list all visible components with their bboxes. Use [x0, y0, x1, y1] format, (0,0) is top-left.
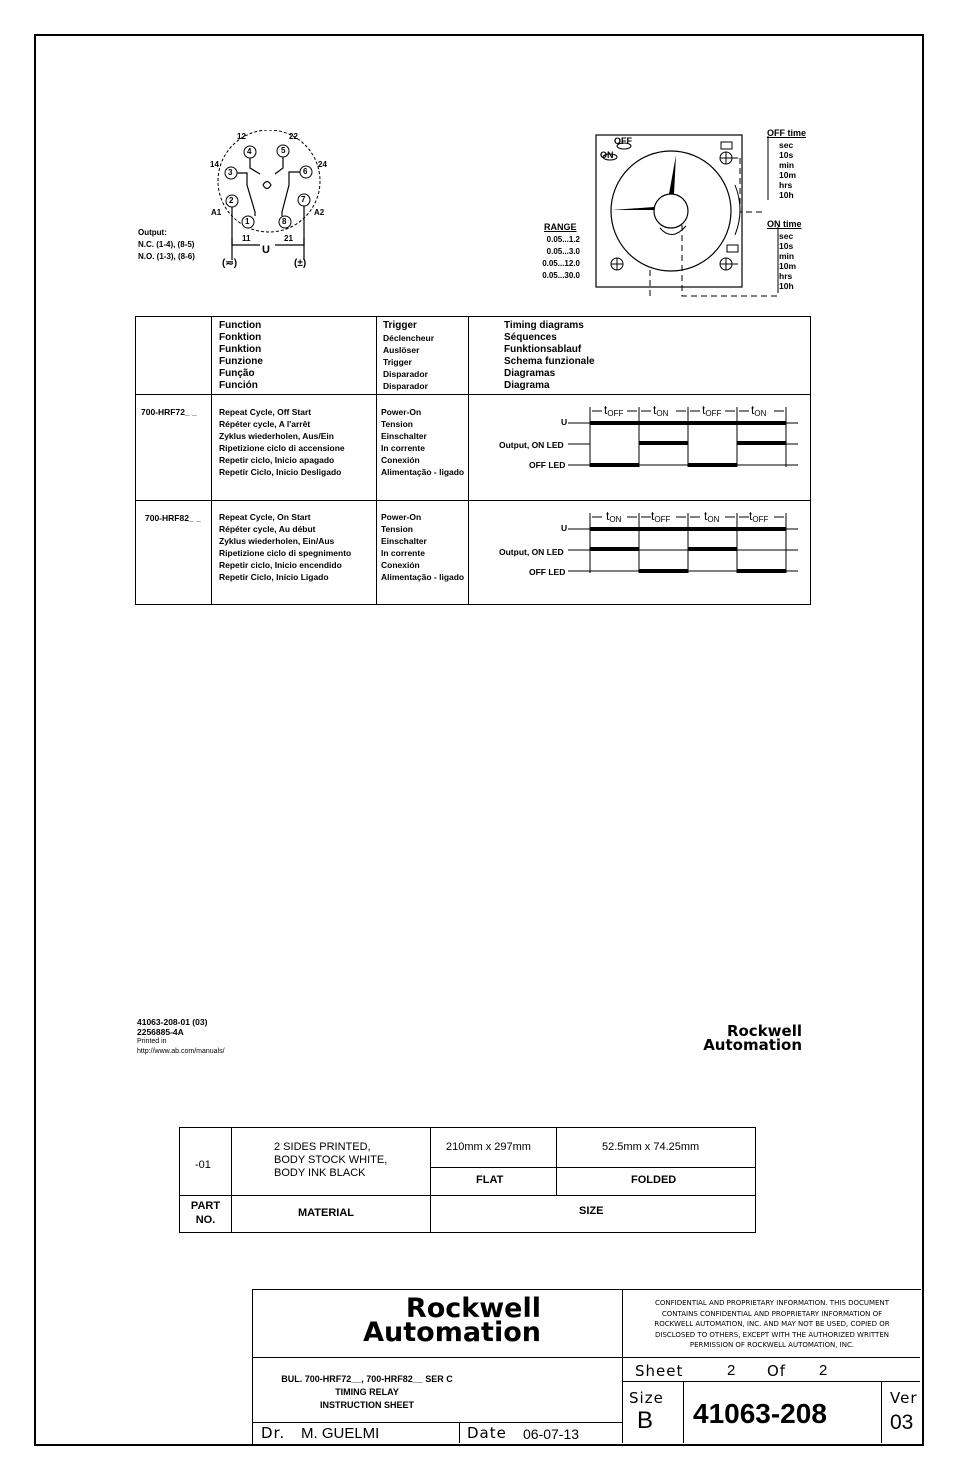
publication-info — [137, 1017, 225, 1057]
unit-item: min — [779, 160, 795, 170]
function-hrf72: Repeat Cycle, Off Start Répéter cycle, A l'arrêt Zyklus wiederholen, Aus/Ein Ripetizione ciclo di accensione Repetir ciclo, Inicio apagado Repetir Ciclo, Inicio Desligado — [219, 407, 345, 477]
drawing-number: 41063-208 — [693, 1398, 827, 1429]
trigger-hrf82: Power-On Tension Einschalter In corrente Conexión Alimentação - ligado — [381, 512, 465, 582]
size-label: SIZE — [579, 1205, 604, 1217]
interval-label: tOFF — [702, 403, 722, 418]
signal-offled-hrf82: OFF LED — [529, 567, 566, 577]
printed-in: Printed in — [137, 1038, 167, 1045]
interval-label: tON — [653, 403, 669, 418]
document-title: BUL. 700-HRF72__, 700-HRF82__ SER C TIMING RELAY INSTRUCTION SHEET — [281, 1374, 453, 1410]
unit-item: min — [779, 251, 795, 261]
model-hrf82: 700-HRF82_ _ — [145, 513, 201, 523]
unit-item: hrs — [779, 271, 793, 281]
interval-label: tOFF — [651, 509, 671, 524]
date-label: Date — [467, 1424, 507, 1442]
unit-item: 10h — [779, 281, 794, 291]
range-item: 0.05...3.0 — [546, 247, 580, 256]
on-label: ON — [600, 150, 614, 160]
output-no: N.O. (1-3), (8-6) — [138, 252, 195, 261]
pin-3-label: 3 — [228, 168, 233, 177]
unit-item: 10s — [779, 241, 794, 251]
interval-label: tON — [751, 403, 767, 418]
voltage-label: U — [262, 244, 270, 256]
output-title: Output: — [138, 228, 167, 237]
model-hrf72: 700-HRF72_ _ — [141, 407, 197, 417]
range-item: 0.05...30.0 — [542, 271, 580, 280]
output-contacts — [138, 227, 195, 263]
date-value: 06-07-13 — [523, 1426, 580, 1442]
pin-11-label: 11 — [242, 234, 251, 243]
timing-diagram-hrf82 — [568, 507, 808, 577]
pin-2-label: 2 — [229, 196, 234, 205]
range-title: RANGE — [544, 222, 577, 232]
pin-24-label: 24 — [318, 160, 327, 169]
unit-item: sec — [779, 140, 794, 150]
doc-no: 41063-208-01 (03) — [137, 1017, 208, 1027]
material-label: MATERIAL — [298, 1207, 355, 1219]
off-time-units — [779, 140, 796, 200]
trigger-hrf72: Power-On Tension Einschalter In corrente Conexión Alimentação - ligado — [381, 407, 465, 477]
material-table — [179, 1127, 756, 1233]
pin-22-label: 22 — [289, 132, 298, 141]
flat-label: FLAT — [476, 1174, 504, 1186]
range-item: 0.05...12.0 — [542, 259, 580, 268]
part-no-label: PART NO. — [190, 1200, 221, 1226]
sheet-total: 2 — [819, 1362, 828, 1379]
output-nc: N.C. (1-4), (8-5) — [138, 240, 195, 249]
sheet-number: 2 — [727, 1362, 736, 1379]
on-time-title: ON time — [767, 219, 802, 229]
diagram-header: Timing diagrams Séquences Funktionsablauf Schema funzionale Diagramas Diagrama — [504, 320, 595, 391]
function-table — [135, 316, 811, 605]
manuals-url: http://www.ab.com/manuals/ — [137, 1048, 225, 1055]
rockwell-logo-large: Rockwell Automation — [363, 1293, 541, 1349]
part-number: -01 — [195, 1159, 211, 1171]
pin-21-label: 21 — [284, 234, 293, 243]
drafter-name: M. GUELMI — [301, 1425, 380, 1442]
part-no: 2256885-4A — [137, 1027, 184, 1037]
unit-item: hrs — [779, 180, 793, 190]
pin-7-label: 7 — [301, 195, 306, 204]
interval-label: tOFF — [749, 509, 769, 524]
material-description: 2 SIDES PRINTED, BODY STOCK WHITE, BODY INK BLACK — [274, 1141, 388, 1179]
confidential-notice: CONFIDENTIAL AND PROPRIETARY INFORMATION. THIS DOCUMENT CONTAINS CONFIDENTIAL AND PROPRIETARY INFORMATION OF ROCKWELL AUTOMATION, INC. AND MAY NOT BE USED, COPIED OR DISCLOSED TO OTHERS, EXCEPT WITH THE AUTHORIZED WRITTEN PERMISSION OF ROCKWELL AUTOMATION, INC. — [654, 1299, 890, 1349]
signal-offled-hrf72: OFF LED — [529, 460, 566, 470]
pin-14-label: 14 — [210, 160, 219, 169]
interval-label: tON — [606, 509, 622, 524]
size-label: Size — [629, 1389, 664, 1407]
off-label: OFF — [614, 136, 632, 146]
positive-terminal-label: (±) — [294, 258, 307, 269]
signal-output-hrf82: Output, ON LED — [499, 547, 564, 557]
pin-4-label: 4 — [247, 147, 252, 156]
drawn-by-label: Dr. — [261, 1424, 286, 1442]
range-item: 0.05...1.2 — [546, 235, 580, 244]
size-value: B — [637, 1407, 654, 1434]
signal-u-hrf72: U — [561, 417, 568, 427]
pin-12-label: 12 — [237, 132, 246, 141]
unit-item: sec — [779, 231, 794, 241]
unit-item: 10m — [779, 261, 797, 271]
pin-1-label: 1 — [245, 217, 250, 226]
negative-terminal-label: (≂) — [222, 258, 238, 269]
pin-a1-label: A1 — [211, 208, 222, 217]
folded-label: FOLDED — [631, 1174, 677, 1186]
pin-5-label: 5 — [281, 146, 286, 155]
ver-label: Ver — [890, 1389, 918, 1407]
rockwell-logo-small: Rockwell Automation — [703, 1022, 802, 1054]
range-list — [534, 234, 580, 282]
function-header: Function Fonktion Funktion Funzione Função Función — [219, 320, 263, 391]
interval-label: tON — [704, 509, 720, 524]
trigger-header: Trigger Déclencheur Auslöser Trigger Disparador Disparador — [383, 320, 435, 391]
function-hrf82: Repeat Cycle, On Start Répéter cycle, Au début Zyklus wiederholen, Ein/Aus Ripetizione ciclo di spegnimento Repetir ciclo, Inicio encendido Repetir Ciclo, Início Ligado — [219, 512, 352, 582]
unit-item: 10h — [779, 190, 794, 200]
signal-output-hrf72: Output, ON LED — [499, 440, 564, 450]
flat-size: 210mm x 297mm — [446, 1141, 531, 1153]
folded-size: 52.5mm x 74.25mm — [602, 1141, 700, 1153]
signal-u-hrf82: U — [561, 523, 568, 533]
pin-8-label: 8 — [282, 217, 287, 226]
interval-label: tOFF — [604, 403, 624, 418]
sheet-label: Sheet — [635, 1362, 684, 1380]
unit-item: 10m — [779, 170, 797, 180]
pin-a2-label: A2 — [314, 208, 325, 217]
version-value: 03 — [890, 1411, 914, 1434]
pin-6-label: 6 — [303, 167, 308, 176]
off-time-title: OFF time — [767, 128, 807, 138]
unit-item: 10s — [779, 150, 794, 160]
on-time-units — [779, 231, 796, 291]
of-label: Of — [767, 1362, 787, 1380]
title-block — [252, 1289, 921, 1445]
